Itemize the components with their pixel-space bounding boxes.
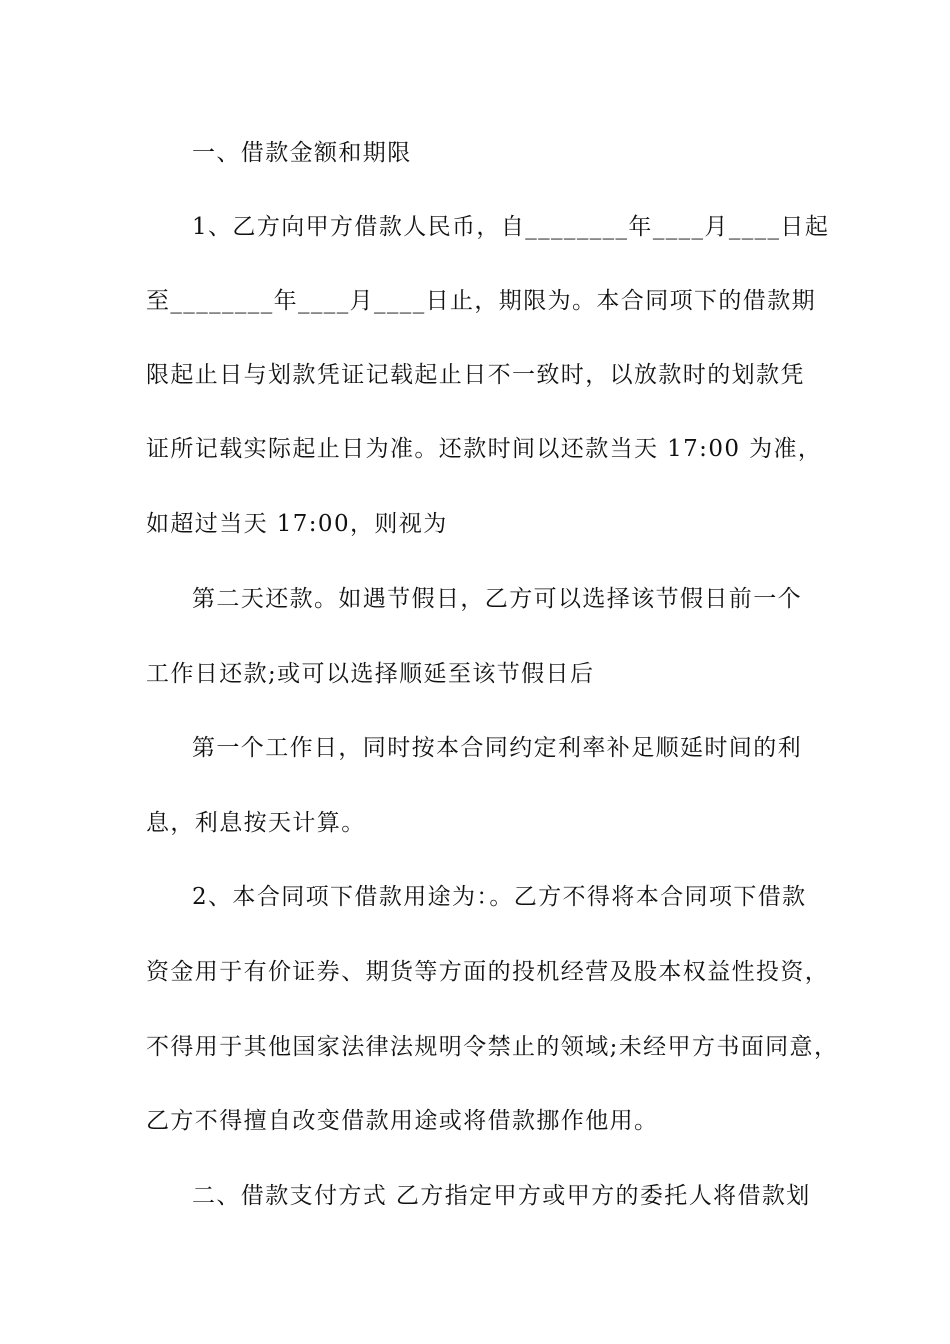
paragraph-line: 乙方不得擅自改变借款用途或将借款挪作他用。 (146, 1108, 659, 1134)
paragraph-line: 1、乙方向甲方借款人民币，自________年____月____日起 (192, 214, 830, 240)
section-heading-payment-method: 二、借款支付方式 乙方指定甲方或甲方的委托人将借款划 (192, 1183, 811, 1209)
paragraph-line: 2、本合同项下借款用途为：。乙方不得将本合同项下借款 (192, 884, 807, 910)
paragraph-line: 息，利息按天计算。 (146, 810, 366, 836)
paragraph-line: 第二天还款。如遇节假日，乙方可以选择该节假日前一个 (192, 586, 802, 612)
paragraph-line: 第一个工作日，同时按本合同约定利率补足顺延时间的利 (192, 735, 802, 761)
section-heading-loan-amount: 一、借款金额和期限 (192, 140, 412, 166)
paragraph-line: 如超过当天 17:00，则视为 (146, 511, 448, 537)
paragraph-line: 工作日还款;或可以选择顺延至该节假日后 (146, 661, 595, 687)
paragraph-line: 限起止日与划款凭证记载起止日不一致时，以放款时的划款凭 (146, 362, 805, 388)
paragraph-line: 资金用于有价证券、期货等方面的投机经营及股本权益性投资， (146, 959, 830, 985)
paragraph-line: 不得用于其他国家法律法规明令禁止的领域;未经甲方书面同意， (146, 1034, 839, 1060)
paragraph-line: 至________年____月____日止，期限为。本合同项下的借款期 (146, 288, 816, 314)
paragraph-line: 证所记载实际起止日为准。还款时间以还款当天 17:00 为准， (146, 436, 823, 462)
